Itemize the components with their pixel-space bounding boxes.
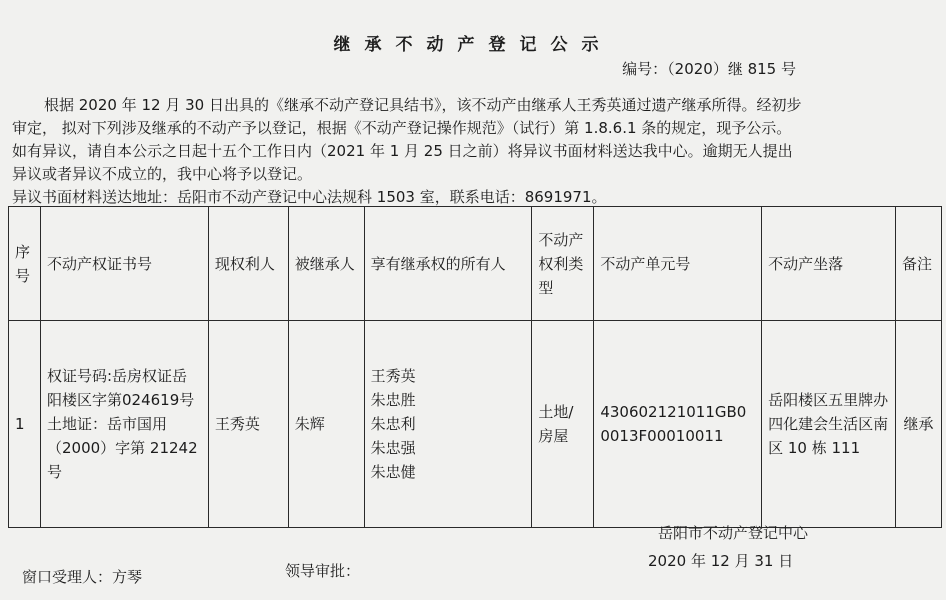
body-line-3: 如有异议，请自本公示之日起十五个工作日内（2021 年 1 月 25 日之前）将异议书面材料送达我中心。逾期无人提出 xyxy=(12,142,793,160)
header-seq: 序号 xyxy=(9,207,41,321)
issue-date: 2020 年 12 月 31 日 xyxy=(648,552,794,570)
cell-cert: 权证号码:岳房权证岳阳楼区字第024619号 土地证：岳市国用（2000）字第 21242 号 xyxy=(40,321,208,528)
cell-unit: 430602121011GB00013F00010011 xyxy=(594,321,762,528)
heir-name: 朱忠健 xyxy=(370,463,416,481)
heir-name: 朱忠利 xyxy=(370,415,416,433)
header-unit: 不动产单元号 xyxy=(594,207,762,321)
header-location: 不动产坐落 xyxy=(762,207,896,321)
window-receiver: 窗口受理人：方琴 xyxy=(22,568,143,586)
objection-address: 异议书面材料送达地址：岳阳市不动产登记中心法规科 1503 室，联系电话：8691971。 xyxy=(12,188,607,206)
body-line-4: 异议或者异议不成立的，我中心将予以登记。 xyxy=(12,165,313,183)
notice-title: 继承不动产登记公示 xyxy=(333,35,613,55)
header-owner: 现权利人 xyxy=(208,207,288,321)
cell-owner: 王秀英 xyxy=(208,321,288,528)
heir-name: 朱忠强 xyxy=(370,439,416,457)
registration-table xyxy=(8,206,942,528)
doc-number: 编号：（2020）继 815 号 xyxy=(622,60,796,78)
body-line-2: 审定， 拟对下列涉及继承的不动产予以登记，根据《不动产登记操作规范》（试行）第 1.8.6.1 条的规定，现予公示。 xyxy=(12,119,792,137)
heir-name: 王秀英 xyxy=(370,367,416,385)
heir-name: 朱忠胜 xyxy=(370,391,416,409)
header-heirs: 享有继承权的所有人 xyxy=(364,207,532,321)
table-header-row xyxy=(9,207,942,321)
cell-seq: 1 xyxy=(9,321,41,528)
issuing-org: 岳阳市不动产登记中心 xyxy=(658,524,809,542)
header-right-type: 不动产权利类型 xyxy=(532,207,594,321)
table-row xyxy=(9,321,942,528)
body-line-1: 根据 2020 年 12 月 30 日出具的《继承不动产登记具结书》，该不动产由继承人王秀英通过遗产继承所得。经初步 xyxy=(44,96,802,114)
header-note: 备注 xyxy=(895,207,941,321)
leader-approval: 领导审批： xyxy=(285,562,361,580)
cell-right-type: 土地/房屋 xyxy=(532,321,594,528)
cell-location: 岳阳楼区五里牌办四化建会生活区南区 10 栋 111 xyxy=(762,321,896,528)
header-cert: 不动产权证书号 xyxy=(40,207,208,321)
cell-note: 继承 xyxy=(895,321,941,528)
cell-deceased: 朱辉 xyxy=(288,321,364,528)
header-deceased: 被继承人 xyxy=(288,207,364,321)
cell-heirs xyxy=(364,321,532,528)
